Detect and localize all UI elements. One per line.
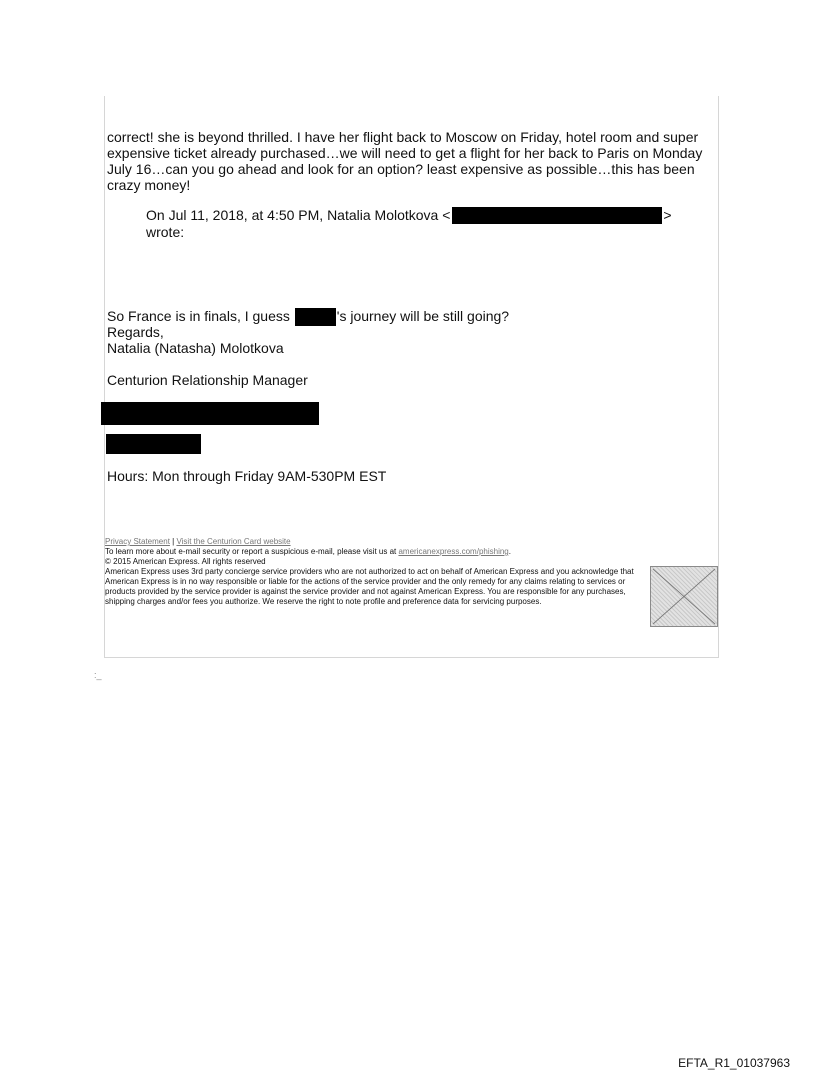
security-notice [105,547,650,557]
redacted-name [295,308,336,326]
centurion-website-link[interactable]: Visit the Centurion Card website [176,537,291,546]
footer-links [105,537,650,547]
security-notice-period: . [508,547,511,556]
footer-link-separator: | [169,537,177,546]
quoted-message-header [146,207,686,240]
quoted-header-prefix: On Jul 11, 2018, at 4:50 PM, Natalia Molotkova < [146,207,451,223]
security-notice-text: To learn more about e-mail security or report a suspicious e-mail, please visit us at [105,547,399,556]
signer-title: Centurion Relationship Manager [107,372,308,388]
quoted-header-wrote: wrote: [146,224,185,240]
broken-image-placeholder [650,566,718,627]
phishing-link[interactable]: americanexpress.com/phishing [398,547,509,556]
redacted-email-address [452,207,662,224]
signer-name: Natalia (Natasha) Molotkova [107,340,284,356]
quoted-message-before-redaction: So France is in finals, I guess [107,308,294,324]
quoted-message-first-line [107,308,509,326]
redacted-phone-block [106,434,201,454]
redacted-contact-block [101,402,319,425]
broken-image-icon [651,567,717,626]
quoted-header-suffix: > [663,207,672,223]
quoted-message-after-redaction: 's journey will be still going? [336,308,510,324]
concierge-disclaimer: American Express uses 3rd party concierge service providers who are not authorized to act on behalf of American Express and you acknowledge that American Express is in no way responsible or liable for the actions of the service provider and the only remedy for any claims relating to services or products provided by the service provider is against the service provider and not against American Express. You are responsible for any purchases, shipping charges and/or fees you authorize. We reserve the right to note profile and preference data for servicing purposes. [105,567,634,606]
business-hours: Hours: Mon through Friday 9AM-530PM EST [107,468,387,484]
bates-number: EFTA_R1_01037963 [678,1056,790,1070]
reply-message: correct! she is beyond thrilled. I have her flight back to Moscow on Friday, hotel room and super expensive ticket already purchased…we will need to get a flight for her back to Paris on Monday July 16…can you go ahead and look for an option? least expensive as possible…this has been crazy money! [107,129,703,193]
copyright-text: © 2015 American Express. All rights reserved [105,557,266,566]
regards-line: Regards, [107,324,164,340]
small-page-mark: :_ [94,670,102,680]
privacy-statement-link[interactable]: Privacy Statement [105,537,170,546]
email-legal-footer [105,537,650,607]
